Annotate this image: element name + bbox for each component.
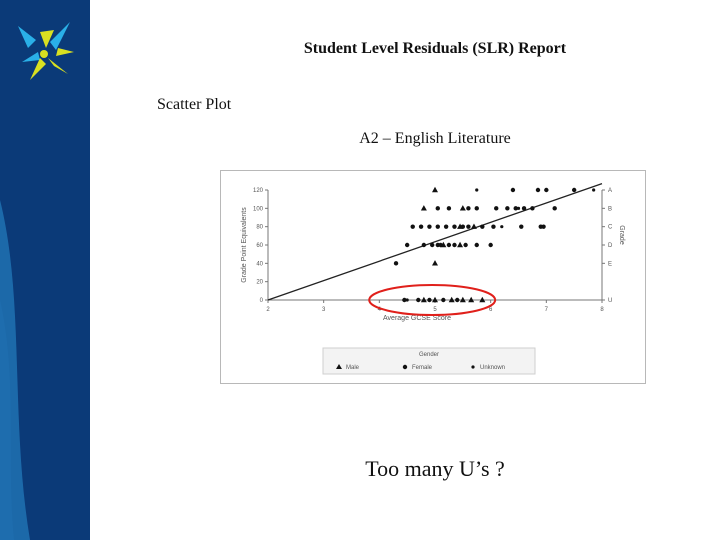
legend-female-marker [403,365,407,369]
y-tick-label: 40 [256,261,263,268]
female-point [466,224,470,228]
x-axis-label: Average GCSE Score [383,315,451,322]
female-point [530,206,534,210]
male-point [457,242,463,247]
y-axis-label: Grade Point Equivalents [241,207,248,283]
unknown-point [592,188,595,191]
y-tick-label: 60 [256,243,263,249]
female-point [463,243,467,247]
female-point [572,188,576,192]
x-tick-label: 7 [544,307,549,313]
slide-title: Student Level Residuals (SLR) Report [303,40,567,57]
female-point [511,188,515,192]
female-point [452,243,456,247]
female-point [552,206,556,210]
legend-title: Gender [418,352,440,358]
female-point [394,261,398,265]
male-point [421,205,427,210]
female-point [436,224,440,228]
male-point [432,260,438,265]
female-point [475,206,479,210]
slide-caption: Too many U’s ? [365,456,505,481]
female-point [491,224,495,228]
legend-label-female: Female [412,365,433,371]
female-point [461,224,465,228]
female-point [455,298,459,302]
x-tick-label: 6 [488,307,493,313]
y-tick-label: 80 [256,224,263,231]
legend-label-male: Male [346,365,360,371]
female-point [441,298,445,302]
female-point [544,188,548,192]
unknown-point [475,188,478,191]
y2-tick-label: E [608,261,613,268]
female-point [416,298,420,302]
slide-subtitle: Scatter Plot [157,96,232,113]
y-tick-label: 100 [252,206,263,213]
x-tick-label: 2 [266,307,270,313]
female-point [539,224,543,228]
female-point [505,206,509,210]
female-point [436,206,440,210]
female-point [522,206,526,210]
y2-tick-label: A [608,188,613,194]
chart-title: A2 – English Literature [359,130,511,147]
star-logo-icon [10,18,80,88]
scatter-chart [221,171,645,383]
x-tick-label: 4 [377,307,382,313]
y-tick-label: 0 [259,298,263,304]
female-point [447,243,451,247]
male-point [460,205,466,210]
y-tick-label: 20 [256,279,263,286]
female-point [411,224,415,228]
female-point [494,206,498,210]
y2-axis-label: Grade [618,225,625,245]
female-point [430,243,434,247]
female-point [447,206,451,210]
unknown-point [406,298,409,301]
legend-label-unknown: Unknown [480,365,506,371]
y2-tick-label: B [608,206,613,213]
female-point [480,224,484,228]
sidebar-band [0,0,90,540]
male-point [432,187,438,192]
x-tick-label: 8 [600,307,604,313]
y-tick-label: 120 [252,188,263,194]
x-tick-label: 3 [321,307,326,313]
female-point [438,243,442,247]
female-point [488,243,492,247]
female-point [427,298,431,302]
trend-line [268,184,602,300]
female-point [536,188,540,192]
female-point [419,224,423,228]
female-point [427,224,431,228]
scatter-chart-panel [220,170,646,384]
female-point [519,224,523,228]
y2-tick-label: C [608,224,613,231]
female-point [444,224,448,228]
unknown-point [517,207,520,210]
legend-unknown-marker [471,365,474,368]
female-point [422,243,426,247]
female-point [405,243,409,247]
female-point [475,243,479,247]
female-point [452,224,456,228]
unknown-point [500,225,503,228]
x-tick-label: 5 [433,307,437,313]
y2-tick-label: D [608,243,613,249]
male-point [471,223,477,228]
female-point [466,206,470,210]
y2-tick-label: U [608,298,613,304]
